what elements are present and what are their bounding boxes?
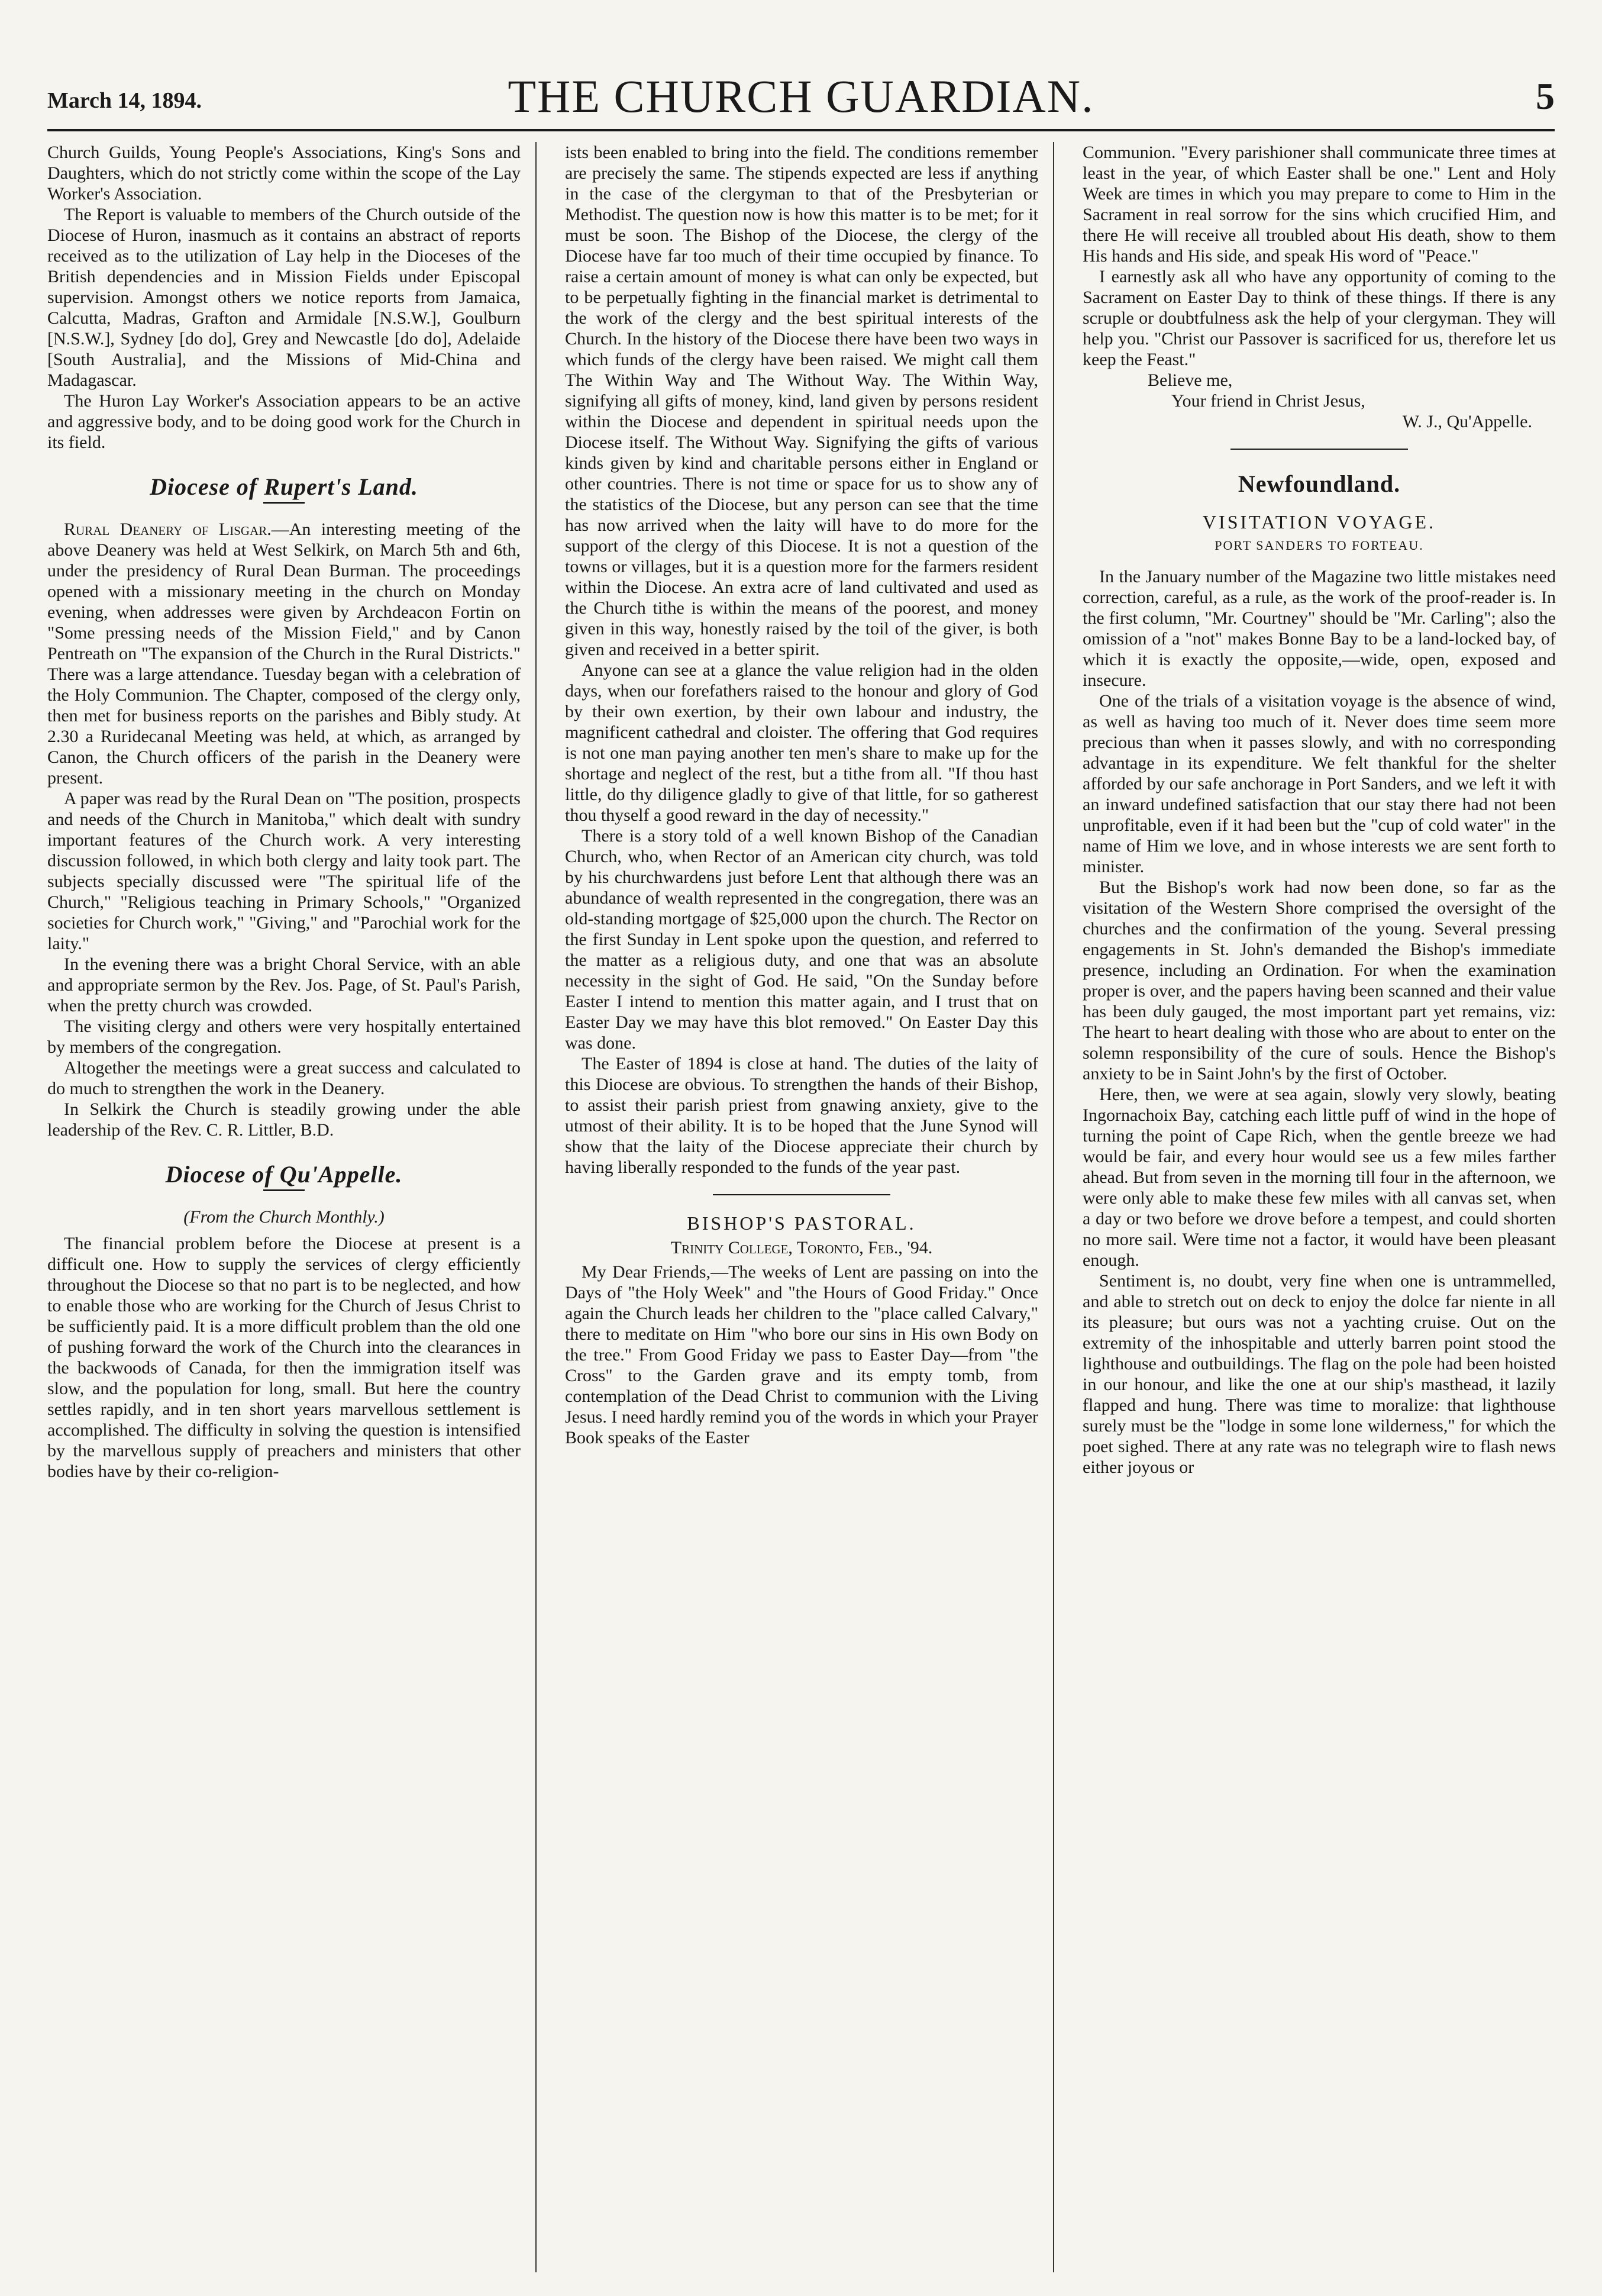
- paragraph: The Report is valuable to members of the Church outside of the Diocese of Huron, inasmuch as it contains an abstract of reports received as to the utilization of Lay help in the Dioceses of the British dependencies and in Mission Fields under Episcopal supervision. Amongst others we notice reports from Jamaica, Calcutta, Madras, Grafton and Armidale [N.S.W.], Goulburn [N.S.W.], Sydney [do do], Grey and Newcastle [do do], Adelaide [South Australia], and the Missions of Mid-China and Madagascar.: [47, 205, 521, 390]
- paragraph: Church Guilds, Young People's Associations, King's Sons and Daughters, which do not strictly come within the scope of the Lay Worker's Association.: [47, 143, 521, 204]
- paragraph: Altogether the meetings were a great success and calculated to do much to strengthen the work in the Deanery.: [47, 1058, 521, 1098]
- section-heading: BISHOP'S PASTORAL.: [687, 1213, 916, 1234]
- closing-line: Believe me,: [1148, 370, 1233, 390]
- newspaper-title: THE CHURCH GUARDIAN.: [508, 70, 1094, 122]
- paragraph: But the Bishop's work had now been done, so far as the visitation of the Western Shore comprised the oversight of the churches and the confirmation of the young. Several pressing engagements in St. John's demanded the Bishop's immediate presence, including an Ordination. For when the examination proper is over, and the papers having been scanned and their value has been duly gauged, the most important part yet remains, viz: The heart to heart dealing with those who are about to enter on the solemn responsibility of the cure of souls. Hence the Bishop's anxiety to be in Saint John's by the first of October.: [1083, 878, 1556, 1083]
- source-note: (From the Church Monthly.): [183, 1207, 385, 1227]
- masthead: [47, 70, 1555, 123]
- section-heading: Newfoundland.: [1238, 470, 1401, 497]
- paragraph: Sentiment is, no doubt, very fine when one is untrammelled, and able to stretch out on deck to enjoy the dolce far niente in all its pleasure; but ours was not a yachting cruise. Out on the extremity of the inhospitable and utterly barren point stood the lighthouse and outbuildings. The flag on the pole had been hoisted in our honour, and like the one at our ship's masthead, it lazily flapped and hung. There was time to moralize: that lighthouse surely must be the "lodge in some lone wilderness," for which the poet sighed. There at any rate was no telegraph wire to flash news either joyous or: [1083, 1271, 1556, 1477]
- section-heading: Diocese of Rupert's Land.: [150, 473, 418, 500]
- paragraph: One of the trials of a visitation voyage is the absence of wind, as well as having too much of it. Never does time seem more precious than when it passes slowly, and with no corresponding advantage in its expenditure. We felt thankful for the shelter afforded by our safe anchorage in Port Sanders, and we left it with an inward undefined satisfaction that our stay there had not been unprofitable, even if it had been but the "cup of cold water" in the name of Him we love, and in whose interests we are sent forth to minister.: [1083, 691, 1556, 876]
- section-rule: [1230, 449, 1408, 450]
- heading-rule: [263, 1189, 305, 1191]
- dateline: Trinity College, Toronto, Feb., '94.: [670, 1238, 933, 1257]
- paragraph: [47, 519, 521, 788]
- section-rule: [713, 1194, 890, 1195]
- masthead-rule: [47, 129, 1555, 131]
- column-1: [47, 142, 521, 2272]
- paragraph: My Dear Friends,—The weeks of Lent are passing on into the Days of "the Holy Week" and "the Hours of Good Friday." Once again the Church leads her children to the "place called Calvary," there to meditate on Him "who bore our sins in His own Body on the tree." From Good Friday we pass to Easter Day—from "the Cross" to the Garden grave and its empty tomb, from contemplation of the Dead Christ to communion with the Living Jesus. I need hardly remind you of the words in which your Prayer Book speaks of the Easter: [565, 1262, 1038, 1447]
- closing-line: Your friend in Christ Jesus,: [1171, 391, 1365, 411]
- paragraph: In Selkirk the Church is steadily growing under the able leadership of the Rev. C. R. Littler, B.D.: [47, 1099, 521, 1140]
- paragraph: I earnestly ask all who have any opportunity of coming to the Sacrament on Easter Day to think of these things. If there is any scruple or doubtfulness ask the help of your clergyman. They will help you. "Christ our Passover is sacrificed for us, therefore let us keep the Feast.": [1083, 267, 1556, 369]
- column-2: [565, 142, 1038, 2272]
- paragraph: The visiting clergy and others were very hospitally entertained by members of the congregation.: [47, 1017, 521, 1057]
- paragraph: Here, then, we were at sea again, slowly very slowly, beating Ingornachoix Bay, catching each little puff of wind in the hope of turning the point of Cape Rich, when the gentle breeze we had would be fair, and every hour would see us a few miles farther ahead. But from seven in the morning till four in the afternoon, we were only able to make these few miles with all canvas set, when a day or two before we drove before a tempest, and could shorten no more sail. Were time not a factor, it would have been pleasant enough.: [1083, 1085, 1556, 1270]
- subheading: VISITATION VOYAGE.: [1202, 511, 1436, 533]
- paragraph: In the evening there was a bright Choral Service, with an able and appropriate sermon by the Rev. Jos. Page, of St. Paul's Parish, when the pretty church was crowded.: [47, 954, 521, 1015]
- column-divider: [535, 142, 537, 2272]
- paragraph: Communion. "Every parishioner shall communicate three times at least in the year, of which Easter shall be one." Lent and Holy Week are times in which you may prepare to come to Him in the Sacrament in real sorrow for the sins which crucified Him, and there He will receive all troubled about His death, show to them His hands and His side, and speak His word of "Peace.": [1083, 143, 1556, 266]
- column-3: [1083, 142, 1556, 2272]
- paragraph: In the January number of the Magazine two little mistakes need correction, careful, as a rule, as the work of the proof-reader is. In the first column, "Mr. Courtney" should be "Mr. Carling"; also the omission of a "not" makes Bonne Bay to be a land-locked bay, of which it is exactly the opposite,—wide, open, exposed and insecure.: [1083, 567, 1556, 690]
- route-line: PORT SANDERS TO FORTEAU.: [1215, 538, 1424, 553]
- paragraph: A paper was read by the Rural Dean on "The position, prospects and needs of the Church in Manitoba," which dealt with sundry important features of the Church work. A very interesting discussion followed, in which both clergy and laity took part. The subjects specially discussed were "The spiritual life of the Church," "Religious teaching in Primary Schools," "Organized societies for Church work," "Giving," and "Parochial work for the laity.": [47, 789, 521, 953]
- column-divider: [1053, 142, 1054, 2272]
- paragraph: The Easter of 1894 is close at hand. The duties of the laity of this Diocese are obvious. To strengthen the hands of their Bishop, to assist their parish priest from gnawing anxiety, give to the utmost of their ability. It is to be hoped that the June Synod will show that the laity of the Diocese appreciate their church by having liberally responded to the funds of the year past.: [565, 1054, 1038, 1177]
- issue-date: March 14, 1894.: [47, 88, 202, 113]
- paragraph: The financial problem before the Diocese at present is a difficult one. How to supply the services of clergy efficiently throughout the Diocese so that no part is to be neglected, and how to enable those who are working for the Church of Jesus Christ to be sufficiently paid. It is a more difficult problem than the old one of pushing forward the work of the Church into the clearances in the backwoods of Canada, for then the immigration itself was slow, and the population for long, small. But here the country settles rapidly, and in ten short years marvellous settlement is accomplished. The difficulty in solving the question is intensified by the marvellous supply of preachers and ministers that other bodies have by their co-religion-: [47, 1234, 521, 1481]
- signature: W. J., Qu'Appelle.: [1402, 412, 1532, 431]
- paragraph: Anyone can see at a glance the value religion had in the olden days, when our forefathers raised to the honour and glory of God by their own exertion, by their own labour and industry, the magnificent cathedral and cloister. The offering that God requires is not one man paying another ten men's share to make up for the shortage and neglect of the rest, but a tithe from all. "If thou hast little, do thy diligence gladly to give of that little, for so gatherest thou thyself a good reward in the day of necessity.": [565, 660, 1038, 825]
- paragraph-text: —An interesting meeting of the above Deanery was held at West Selkirk, on March 5th and 6th, under the presidency of Rural Dean Burman. The proceedings opened with a missionary meeting in the church on Monday evening, when addresses were given by Archdeacon Fortin on "Some pressing needs of the Mission Field," and by Canon Pentreath on "The expansion of the Church in the Rural Districts." There was a large attendance. Tuesday began with a celebration of the Holy Communion. The Chapter, composed of the clergy only, then met for business reports on the parishes and Bibly study. At 2.30 a Ruridecanal Meeting was held, at which, as arranged by Canon, the Church officers of the parish in the Deanery were present.: [47, 520, 521, 788]
- paragraph: ists been enabled to bring into the field. The conditions remember are precisely the same. The stipends expected are less if anything in the case of the clergyman to that of the Presbyterian or Methodist. The question now is how this matter is to be met; for it must be soon. The Bishop of the Diocese, the clergy of the Diocese have far too much of their time occupied by finance. To raise a certain amount of money is what can only be expected, but to be perpetually fighting in the financial market is detrimental to the work of the clergy and the best spiritual interests of the Church. In the history of the Diocese there have been two ways in which funds of the clergy have been raised. We might call them The Within Way and The Without Way. The Within Way, signifying all gifts of money, kind, land given by persons resident within the Diocese and dependent in spiritual needs upon the Diocese itself. The Without Way. Signifying the gifts of various kinds given by kind and charitable persons either in England or other countries. There is not time or space for us to show any of the statistics of the Diocese, but any person can see that the time has now arrived when the laity will have to do more for the support of the clergy of this Diocese. It is not a question of the towns or villages, but it is a question more for the farmers resident within the Diocese. An extra acre of land cultivated and used as the Church tithe is within the means of the poorest, and money given in this way, honestly raised by the toil of the giver, is both given and received in a better spirit.: [565, 143, 1038, 659]
- paragraph-lead: Rural Deanery of Lisgar.: [64, 520, 272, 539]
- paragraph: There is a story told of a well known Bishop of the Canadian Church, who, when Rector of an American city church, was told by his churchwardens just before Lent that although there was an abundance of wealth represented in the congregation, there was an old-standing mortgage of $25,000 upon the church. The Rector on the first Sunday in Lent spoke upon the question, and referred to the matter as a religious duty, and one that was an absolute necessity in the sight of God. He said, "On the Sunday before Easter I intend to mention this matter again, and I trust that on Easter Day we may have this blot removed." On Easter Day this was done.: [565, 826, 1038, 1053]
- page-number: 5: [1536, 75, 1555, 117]
- heading-rule: [263, 502, 305, 504]
- section-heading: Diocese of Qu'Appelle.: [165, 1161, 403, 1188]
- paragraph: The Huron Lay Worker's Association appears to be an active and aggressive body, and to be doing good work for the Church in its field.: [47, 391, 521, 452]
